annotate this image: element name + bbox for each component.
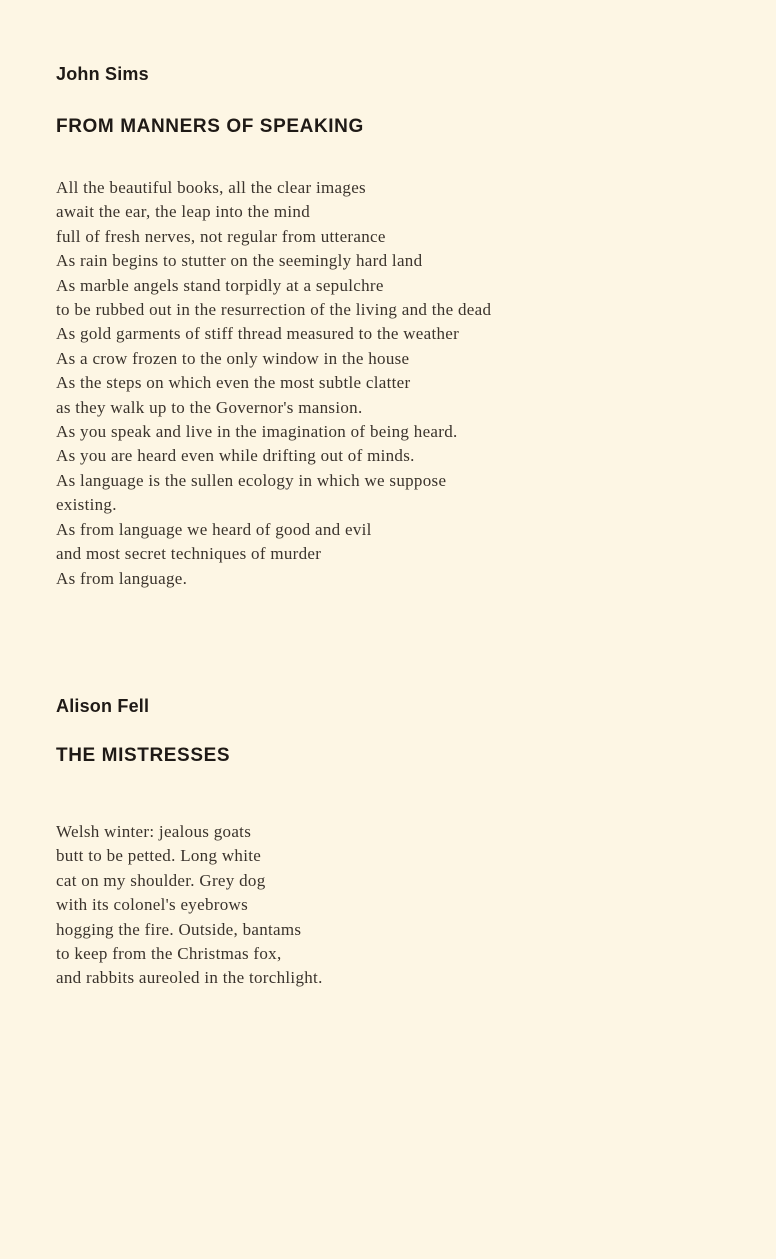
poem-line: and rabbits aureoled in the torchlight.: [56, 968, 323, 988]
poem-line: As from language.: [56, 568, 188, 588]
poem-line: hogging the fire. Outside, bantams: [56, 919, 302, 939]
poem-line: As a crow frozen to the only window in the house: [56, 348, 410, 368]
poem-line: existing.: [56, 495, 117, 515]
poem-line: As language is the sullen ecology in which we suppose: [56, 470, 447, 490]
poem-line: As from language we heard of good and evil: [56, 519, 372, 539]
poem-line: await the ear, the leap into the mind: [56, 202, 310, 222]
poem-title: FROM MANNERS OF SPEAKING: [56, 116, 364, 137]
poem-line: as they walk up to the Governor's mansion.: [56, 397, 363, 417]
poem-author: Alison Fell: [56, 696, 150, 716]
poem-line: cat on my shoulder. Grey dog: [56, 870, 266, 890]
poem-line: Welsh winter: jealous goats: [56, 822, 252, 841]
poem-line: As you are heard even while drifting out of minds.: [56, 446, 415, 466]
poem-line: to keep from the Christmas fox,: [56, 944, 282, 964]
poem-author: John Sims: [56, 64, 149, 84]
poem-line: to be rubbed out in the resurrection of the living and the dead: [56, 300, 492, 320]
poem-line: As you speak and live in the imagination of being heard.: [56, 422, 458, 442]
poem-line: As marble angels stand torpidly at a sepulchre: [56, 275, 384, 295]
poem-body: [56, 820, 323, 991]
poem-body: [56, 176, 491, 591]
poem-line: As rain begins to stutter on the seemingly hard land: [56, 251, 423, 271]
poem-line: with its colonel's eyebrows: [56, 895, 248, 915]
poem-line: All the beautiful books, all the clear images: [56, 178, 366, 197]
poem-title: THE MISTRESSES: [56, 745, 231, 766]
poem-line: full of fresh nerves, not regular from utterance: [56, 226, 386, 246]
poem-line: As gold garments of stiff thread measured to the weather: [56, 324, 460, 344]
poem-line: As the steps on which even the most subtle clatter: [56, 373, 411, 393]
poem-line: and most secret techniques of murder: [56, 544, 322, 564]
poem-line: butt to be petted. Long white: [56, 846, 262, 866]
